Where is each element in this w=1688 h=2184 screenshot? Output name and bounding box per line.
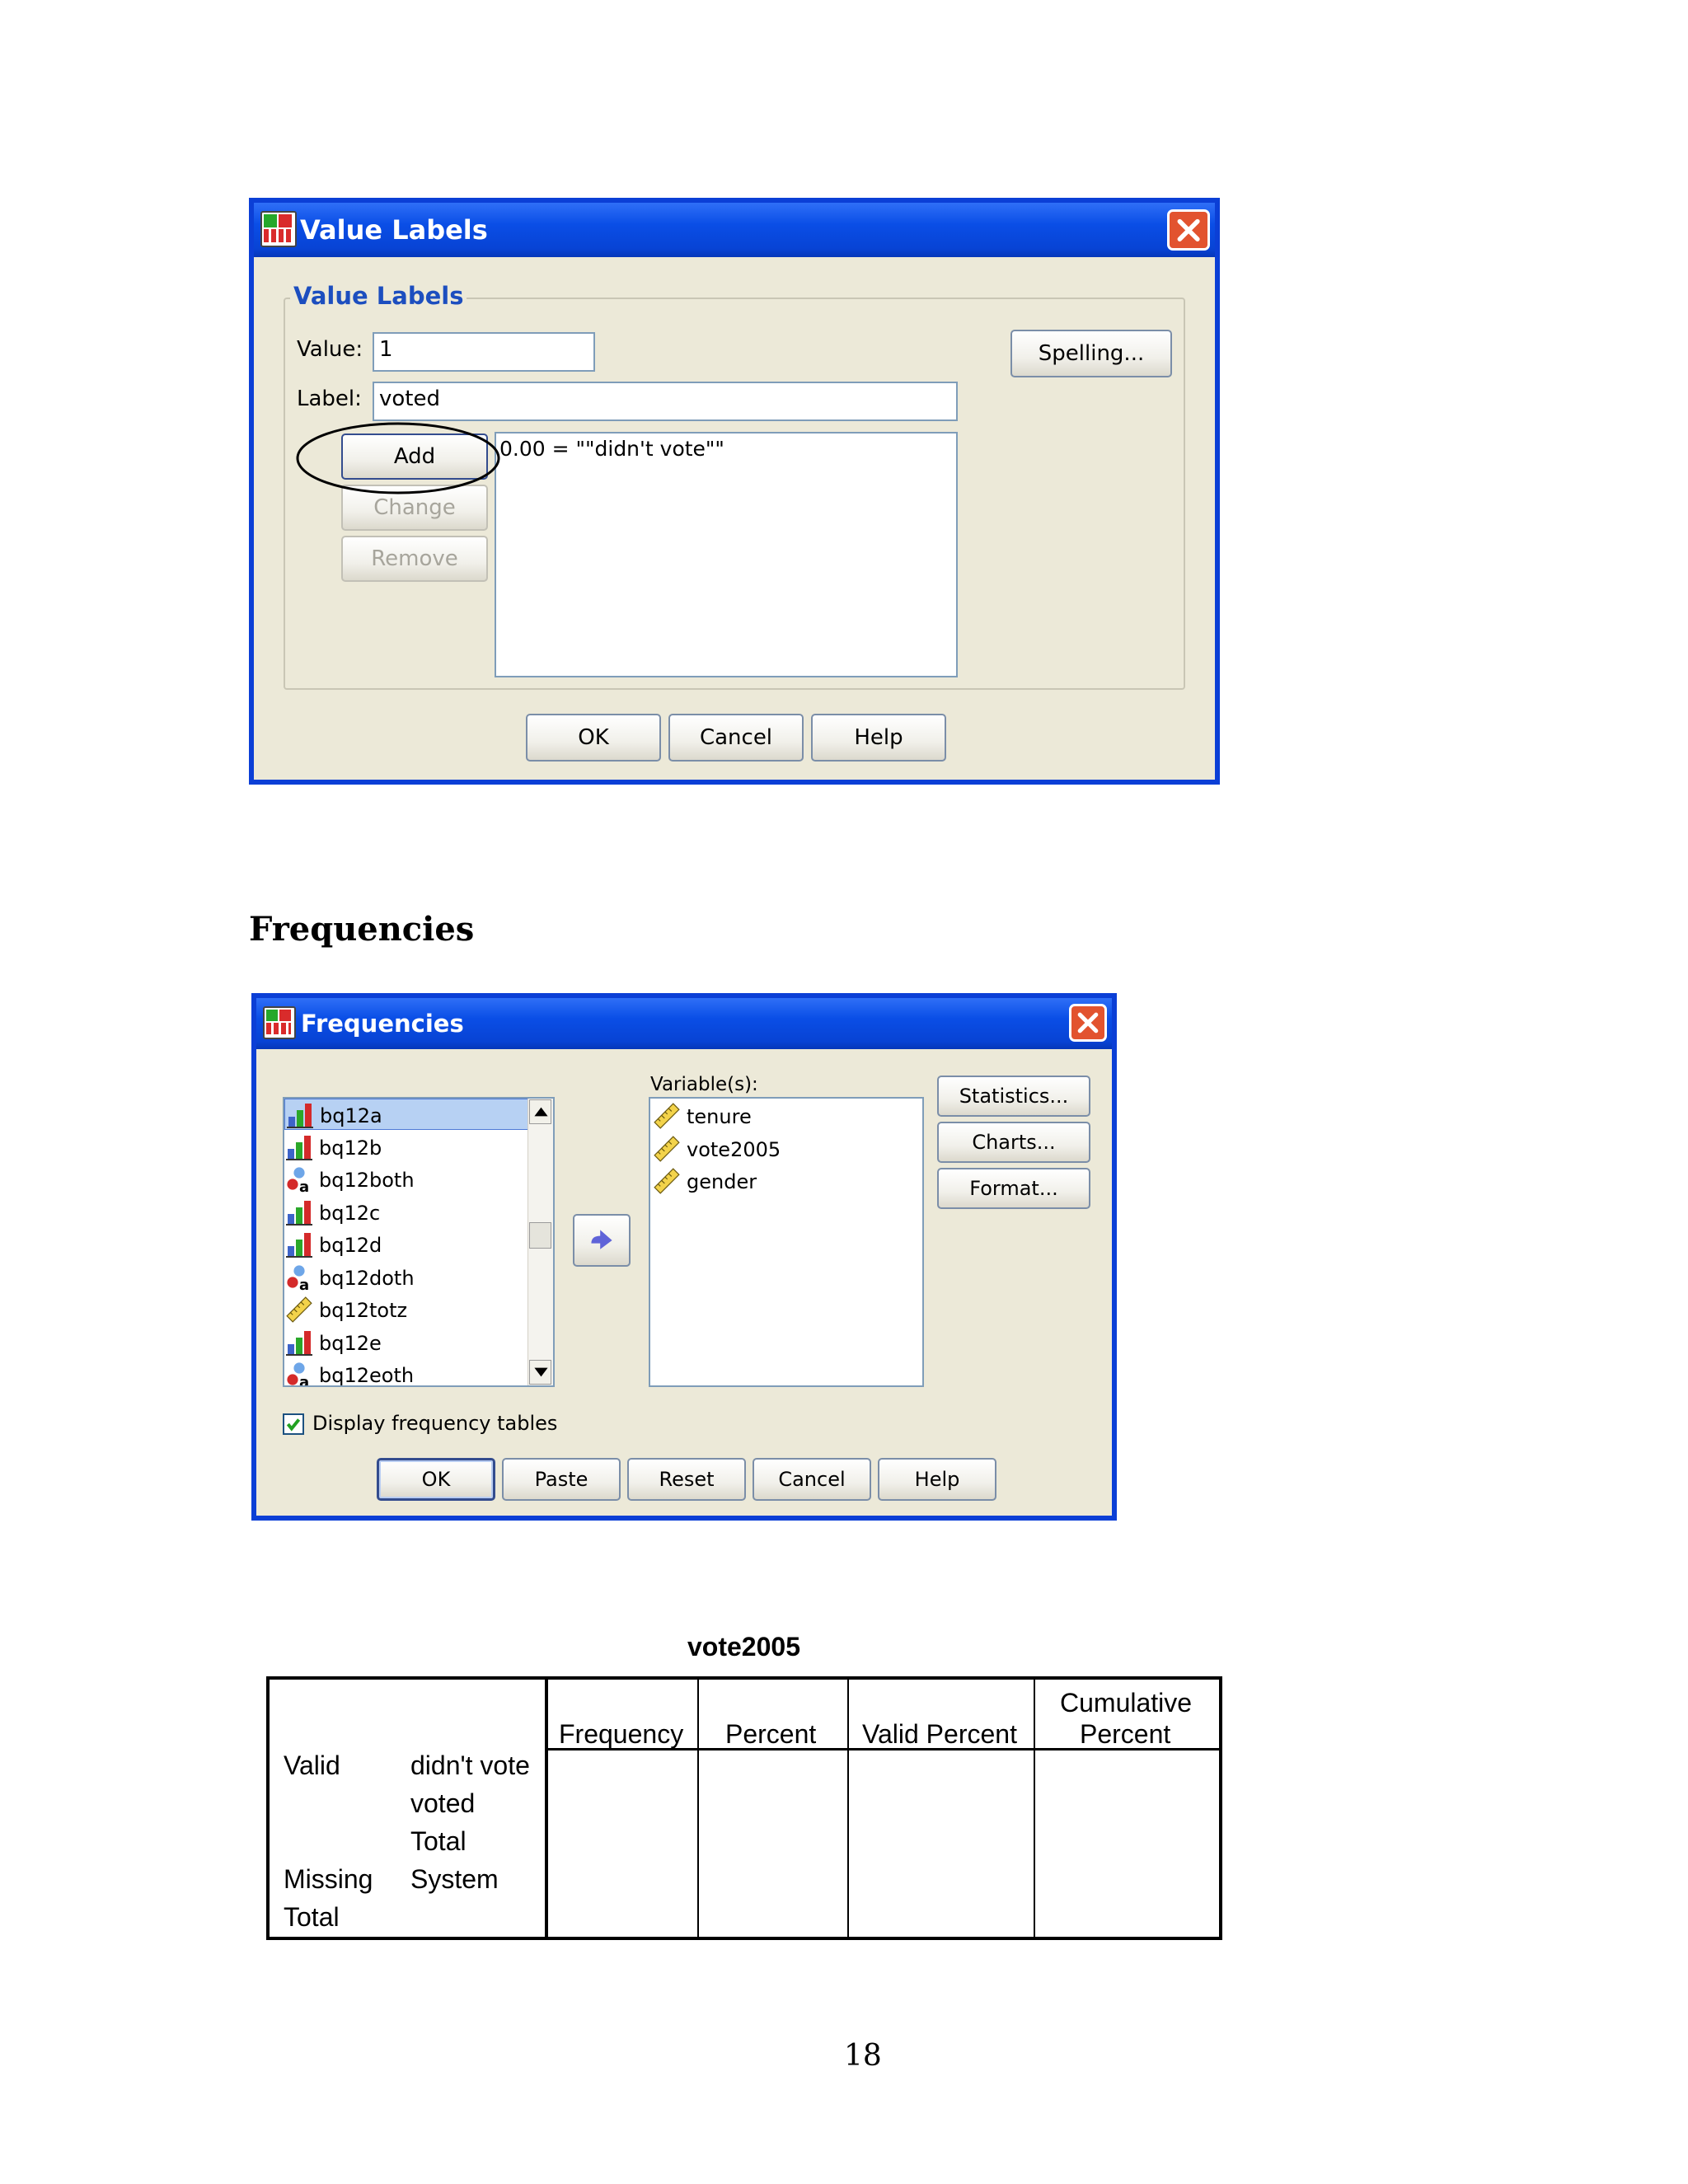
move-variable-button[interactable] — [573, 1214, 631, 1267]
remove-button[interactable]: Remove — [341, 536, 488, 582]
table-title: vote2005 — [687, 1632, 800, 1661]
selected-variable-item[interactable] — [650, 1165, 922, 1197]
reset-button[interactable]: Reset — [627, 1458, 746, 1501]
ruler-icon — [286, 1296, 312, 1323]
source-variable-name: bq12c — [319, 1201, 381, 1225]
ok-button[interactable]: OK — [526, 714, 661, 762]
scroll-up-button[interactable] — [529, 1099, 551, 1124]
frequencies-dialog — [251, 993, 1117, 1521]
selected-variable-item[interactable] — [650, 1100, 922, 1132]
ruler-icon — [654, 1168, 680, 1194]
source-variable-name: bq12eoth — [319, 1364, 415, 1387]
value-label: Value: — [297, 337, 363, 362]
source-variable-name: bq12e — [319, 1331, 382, 1355]
selected-variable-name: gender — [687, 1170, 757, 1193]
close-icon — [1076, 1011, 1100, 1034]
right-arrow-icon — [587, 1226, 617, 1255]
arrow-up-icon — [530, 1100, 552, 1123]
table-cell-label: didn't vote — [410, 1750, 530, 1780]
selected-variable-list[interactable] — [649, 1097, 924, 1387]
header-frequency: Frequency — [559, 1719, 684, 1749]
label-label: Label: — [297, 387, 362, 411]
source-variable-item[interactable] — [284, 1359, 528, 1387]
spss-app-icon — [263, 1006, 296, 1039]
spss-app-icon — [260, 211, 297, 247]
paste-button[interactable]: Paste — [502, 1458, 621, 1501]
display-tables-checkbox[interactable] — [283, 1413, 304, 1435]
vertical-scrollbar[interactable] — [528, 1099, 553, 1385]
ruler-icon — [654, 1103, 680, 1129]
dialog-title: Value Labels — [300, 214, 488, 246]
change-button[interactable]: Change — [341, 485, 488, 531]
header-cumulative-line1: Cumulative — [1060, 1688, 1193, 1718]
highlight-ellipse — [293, 419, 504, 498]
close-button[interactable] — [1167, 209, 1210, 251]
source-variable-name: bq12b — [319, 1136, 382, 1160]
source-variable-list[interactable] — [283, 1097, 555, 1387]
table-cell-label: System — [410, 1864, 499, 1894]
group-title: Value Labels — [290, 282, 467, 310]
svg-text:a: a — [299, 1374, 310, 1387]
bar-chart-icon — [286, 1134, 312, 1160]
list-item[interactable]: 0.00 = ""didn't vote"" — [499, 437, 724, 461]
source-variable-item[interactable] — [284, 1132, 528, 1163]
source-variable-name: bq12both — [319, 1169, 415, 1192]
source-variable-item[interactable] — [284, 1294, 528, 1325]
spelling-button[interactable]: Spelling... — [1010, 330, 1172, 377]
page-number: 18 — [844, 2039, 882, 2073]
source-variable-item[interactable] — [284, 1327, 528, 1358]
section-heading: Frequencies — [249, 910, 475, 949]
dialog-title: Frequencies — [301, 1010, 464, 1038]
charts-button[interactable]: Charts... — [937, 1122, 1090, 1163]
close-button[interactable] — [1069, 1004, 1107, 1042]
add-button[interactable]: Add — [341, 434, 488, 480]
ok-button[interactable]: OK — [377, 1458, 495, 1501]
bar-chart-icon — [286, 1231, 312, 1258]
format-button[interactable]: Format... — [937, 1168, 1090, 1209]
source-variable-name: bq12doth — [319, 1266, 415, 1290]
source-variable-name: bq12d — [319, 1234, 382, 1257]
header-percent: Percent — [725, 1719, 817, 1749]
scroll-down-button[interactable] — [529, 1360, 551, 1385]
bar-chart-icon — [286, 1199, 312, 1226]
selected-variable-name: vote2005 — [687, 1137, 781, 1161]
scroll-thumb[interactable] — [529, 1222, 551, 1249]
table-cell-label: Total — [410, 1826, 467, 1856]
selected-variable-name: tenure — [687, 1105, 752, 1128]
help-button[interactable]: Help — [878, 1458, 996, 1501]
cancel-button[interactable]: Cancel — [668, 714, 804, 762]
svg-text:a: a — [299, 1276, 310, 1291]
header-cumulative-line2: Percent — [1080, 1719, 1171, 1749]
dialog-title-bar[interactable] — [254, 203, 1215, 257]
nominal-string-icon — [286, 1264, 312, 1291]
help-button[interactable]: Help — [811, 714, 946, 762]
table-cell-group: Total — [284, 1902, 340, 1932]
source-variable-item[interactable] — [284, 1197, 528, 1228]
selected-variable-item[interactable] — [650, 1133, 922, 1165]
source-variable-item[interactable] — [284, 1164, 528, 1195]
nominal-string-icon — [286, 1361, 312, 1387]
value-labels-list[interactable] — [495, 432, 958, 677]
value-input[interactable]: 1 — [373, 332, 595, 372]
source-variable-item[interactable] — [284, 1099, 528, 1130]
bar-chart-icon — [287, 1102, 313, 1128]
variables-label: Variable(s): — [650, 1074, 758, 1095]
label-input[interactable]: voted — [373, 382, 958, 421]
statistics-button[interactable]: Statistics... — [937, 1076, 1090, 1117]
source-variable-name: bq12a — [320, 1104, 382, 1127]
nominal-string-icon — [286, 1166, 312, 1193]
display-tables-label: Display frequency tables — [312, 1412, 558, 1435]
dialog-title-bar[interactable] — [256, 998, 1112, 1049]
svg-text:a: a — [299, 1179, 310, 1193]
table-cell-group: Missing — [284, 1864, 373, 1894]
cancel-button[interactable]: Cancel — [753, 1458, 871, 1501]
table-cell-group: Valid — [284, 1750, 340, 1780]
header-valid-percent: Valid Percent — [862, 1719, 1017, 1749]
bar-chart-icon — [286, 1329, 312, 1356]
arrow-down-icon — [530, 1361, 552, 1384]
table-cell-label: voted — [410, 1788, 476, 1818]
checkmark-icon — [284, 1415, 302, 1433]
source-variable-item[interactable] — [284, 1262, 528, 1293]
source-variable-name: bq12totz — [319, 1299, 408, 1322]
close-icon — [1175, 218, 1202, 243]
source-variable-item[interactable] — [284, 1229, 528, 1260]
ruler-icon — [654, 1136, 680, 1162]
